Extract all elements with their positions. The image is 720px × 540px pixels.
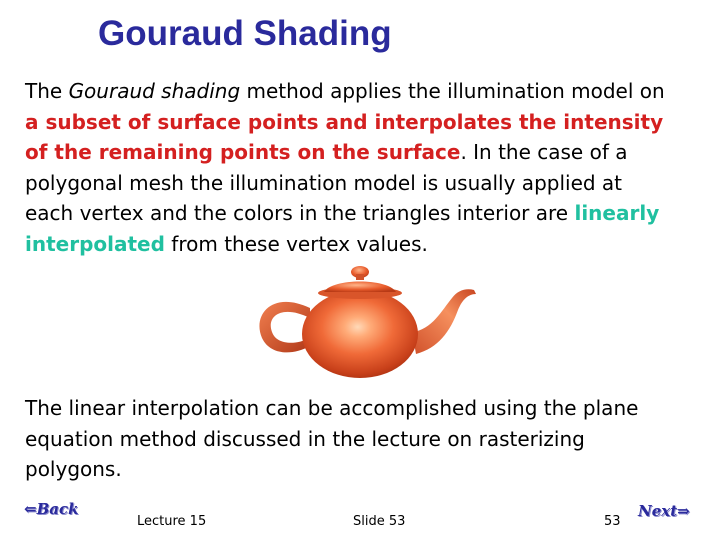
footer-slide: Slide 53 <box>353 514 406 529</box>
paragraph-line <box>25 229 715 260</box>
left-double-arrow-icon: ⇐ <box>24 500 37 518</box>
paragraph-line <box>25 76 715 107</box>
paragraph-line: equation method discussed in the lecture on rasterizing <box>25 426 585 451</box>
paragraph-line: polygons. <box>25 457 122 481</box>
text-run: . In the case of a <box>460 140 628 164</box>
teapot-body <box>302 290 418 378</box>
intro-paragraph <box>25 76 715 259</box>
linear-interpolation-paragraph <box>25 393 715 485</box>
highlight-text-green: linearly <box>574 201 660 225</box>
text-run: each vertex and the colors in the triangles interior are <box>25 201 575 225</box>
teapot-lid <box>324 282 396 293</box>
highlight-text-green: interpolated <box>25 231 165 256</box>
text-run: from these vertex values. <box>164 231 428 256</box>
back-button[interactable] <box>24 500 79 518</box>
paragraph-line <box>25 198 715 229</box>
footer-page-number: 53 <box>604 514 621 529</box>
teapot-spout <box>412 289 476 354</box>
text-run: The <box>25 79 69 103</box>
highlight-text: of the remaining points on the surface <box>25 140 461 164</box>
back-label: Back <box>36 500 79 518</box>
paragraph-line: The linear interpolation can be accomplished using the plane <box>25 396 639 420</box>
right-double-arrow-icon: ⇒ <box>677 502 690 520</box>
footer-lecture: Lecture 15 <box>137 514 207 529</box>
teapot-handle <box>259 302 310 353</box>
highlight-text: a subset of surface points and interpolates the intensity <box>25 109 664 134</box>
paragraph-line <box>25 137 715 168</box>
text-run: method applies the illumination model on <box>240 79 665 103</box>
next-button[interactable] <box>638 502 690 520</box>
teapot-image <box>252 260 482 380</box>
paragraph-line: polygonal mesh the illumination model is usually applied at <box>25 170 623 195</box>
emphasis-text: Gouraud shading <box>68 79 241 103</box>
next-label: Next <box>638 502 678 520</box>
slide-title: Gouraud Shading <box>98 14 392 53</box>
